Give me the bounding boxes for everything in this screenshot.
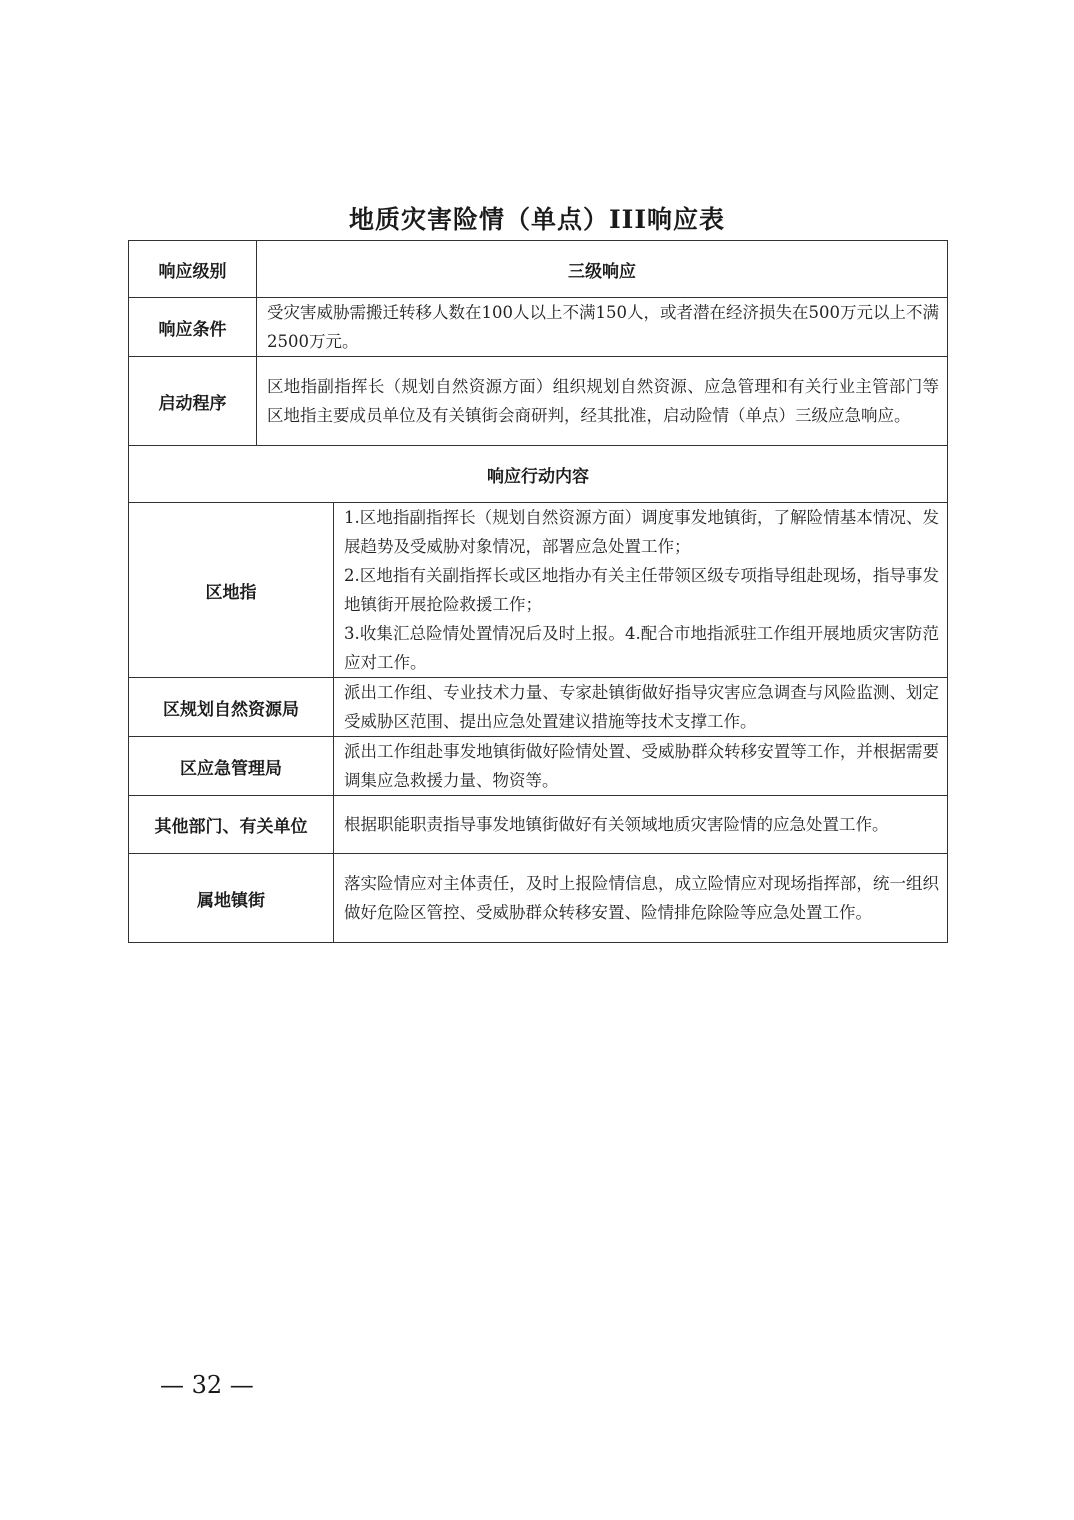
action-item: 根据职能职责指导事发地镇街做好有关领域地质灾害险情的应急处置工作。 <box>344 815 889 834</box>
action-unit-label: 其他部门、有关单位 <box>129 796 334 854</box>
response-condition-text: 受灾害威胁需搬迁转移人数在100人以上不满150人，或者潜在经济损失在500万元以上不满2500万元。 <box>257 298 948 357</box>
action-item: 落实险情应对主体责任，及时上报险情信息，成立险情应对现场指挥部，统一组织做好危险区管控、受威胁群众转移安置、险情排危除险等应急处置工作。 <box>344 874 939 922</box>
action-unit-label: 区应急管理局 <box>129 737 334 796</box>
response-level-label: 响应级别 <box>129 241 257 298</box>
row-action-local-town <box>129 854 948 943</box>
action-unit-label: 属地镇街 <box>129 854 334 943</box>
action-description <box>334 796 948 854</box>
response-table <box>128 240 948 943</box>
action-item: 派出工作组赴事发地镇街做好险情处置、受威胁群众转移安置等工作，并根据需要调集应急救援力量、物资等。 <box>344 742 939 790</box>
action-item: 2.区地指有关副指挥长或区地指办有关主任带领区级专项指导组赴现场，指导事发地镇街开展抢险救援工作； <box>344 566 939 614</box>
row-action-emergency-bureau <box>129 737 948 796</box>
action-description <box>334 854 948 943</box>
action-item: 1.区地指副指挥长（规划自然资源方面）调度事发地镇街，了解险情基本情况、发展趋势及受威胁对象情况，部署应急处置工作； <box>344 508 939 556</box>
action-description <box>334 678 948 737</box>
row-response-level <box>129 241 948 298</box>
response-condition-label: 响应条件 <box>129 298 257 357</box>
row-action-other-departments <box>129 796 948 854</box>
row-actions-header <box>129 446 948 503</box>
page-number: — 32 — <box>160 1371 254 1399</box>
row-response-condition <box>129 298 948 357</box>
action-item: 派出工作组、专业技术力量、专家赴镇街做好指导灾害应急调查与风险监测、划定受威胁区范围、提出应急处置建议措施等技术支撑工作。 <box>344 683 939 731</box>
row-action-planning-bureau <box>129 678 948 737</box>
actions-header: 响应行动内容 <box>129 446 948 503</box>
startup-procedure-text: 区地指副指挥长（规划自然资源方面）组织规划自然资源、应急管理和有关行业主管部门等区地指主要成员单位及有关镇街会商研判，经其批准，启动险情（单点）三级应急响应。 <box>257 357 948 446</box>
row-startup-procedure <box>129 357 948 446</box>
action-unit-label: 区规划自然资源局 <box>129 678 334 737</box>
action-unit-label: 区地指 <box>129 503 334 678</box>
response-level-value: 三级响应 <box>257 241 948 298</box>
action-item: 3.收集汇总险情处置情况后及时上报。4.配合市地指派驻工作组开展地质灾害防范应对工作。 <box>344 624 939 672</box>
action-description <box>334 737 948 796</box>
document-title: 地质灾害险情（单点）III响应表 <box>348 205 726 234</box>
startup-procedure-label: 启动程序 <box>129 357 257 446</box>
row-action-district-command <box>129 503 948 678</box>
action-description <box>334 503 948 678</box>
